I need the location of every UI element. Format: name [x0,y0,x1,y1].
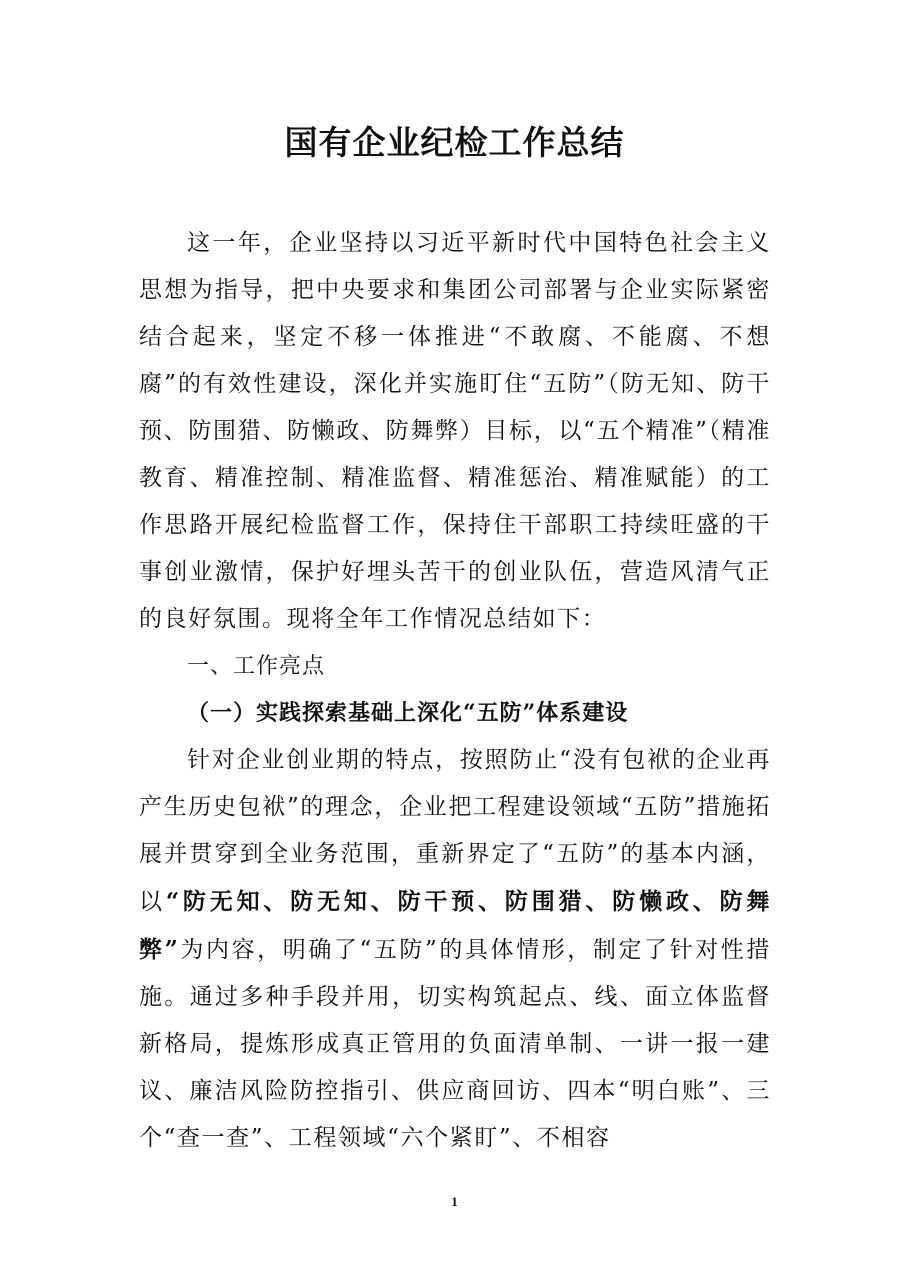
document-body [139,220,771,1162]
body-paragraph [139,737,771,1162]
paragraph-text-continued: 为内容，明确了“五防”的具体情形，制定了针对性措施。通过多种手段并用，切实构筑起点、线、面立体监督新格局，提炼形成真正管用的负面清单制、一讲一报一建议、廉洁风险防控指引、供应商回访、四本“明白账”、三个“查一查”、工程领域“六个紧盯”、不相容 [139,937,771,1151]
emphasized-text: “防无知、防无知、防干预、防围猎、防懒政、防舞弊” [139,888,771,963]
intro-paragraph: 这一年，企业坚持以习近平新时代中国特色社会主义思想为指导，把中央要求和集团公司部署与企业实际紧密结合起来，坚定不移一体推进“不敢腐、不能腐、不想腐”的有效性建设，深化并实施盯住“五防”（防无知、防干预、防围猎、防懒政、防舞弊）目标，以“五个精准”（精准教育、精准控制、精准监督、精准惩治、精准赋能）的工作思路开展纪检监督工作，保持住干部职工持续旺盛的干事创业激情，保护好埋头苦干的创业队伍，营造风清气正的良好氛围。现将全年工作情况总结如下： [139,230,771,632]
subsection-heading: （一）实践探索基础上深化“五防”体系建设 [187,700,629,726]
document-title: 国有企业纪检工作总结 [284,123,625,162]
page-number: 1 [451,1194,458,1209]
paragraph-text: 针对企业创业期的特点，按照防止“没有包袱的企业再产生历史包袱”的理念，企业把工程建设领域“五防”措施拓展并贯穿到全业务范围，重新界定了“五防”的基本内涵，以 [139,747,771,915]
section-heading: 一、工作亮点 [187,654,326,679]
